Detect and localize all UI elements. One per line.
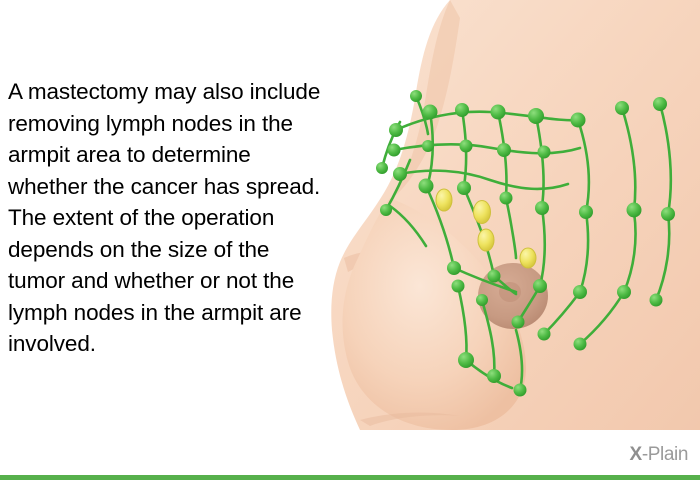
logo-text: -Plain [641, 444, 688, 465]
breast-lymph-node-illustration [330, 0, 700, 430]
xplain-logo [630, 444, 688, 466]
logo-x-mark: X [629, 444, 642, 465]
bottom-accent-bar [0, 475, 700, 480]
illustration-svg [330, 0, 700, 430]
page-body-text: A mastectomy may also include removing lymph nodes in the armpit area to determine whether the cancer has spread. The extent of the operation depends on the size of the tumor and whether or not the lymph nodes in the armpit are involved. [8, 79, 327, 356]
